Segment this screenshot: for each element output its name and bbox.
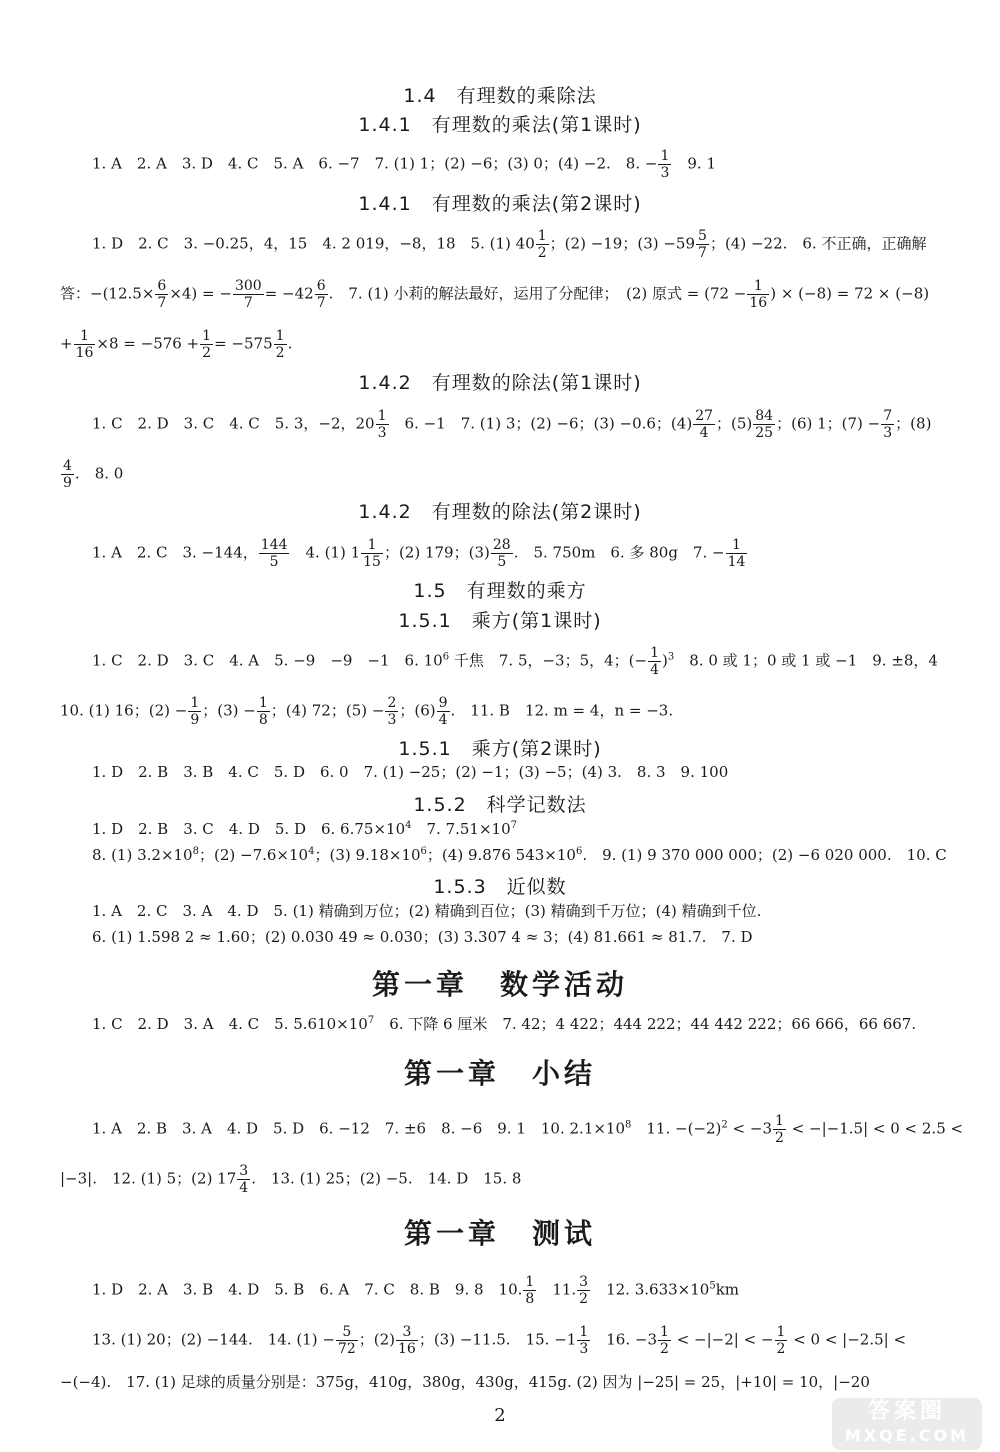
answer-line: 1. A 2. A 3. D 4. C 5. A 6. −7 7. (1) 1；(2) −6；(3) 0；(4) −2. 8. − $\frac{1}{3}$ 9. 1 [92, 148, 717, 181]
chapter-heading-math-activity: 第一章 数学活动 [371, 968, 628, 1001]
fraction: $\frac{1}{2}$ [660, 1324, 669, 1357]
answer-line: 1. C 2. D 3. A 4. C 5. $5.610\times 10^7$ 6. 下降 6 厘米 7. 42；4 422；444 222；44 442 222；66 666，66 667. [92, 1015, 917, 1033]
section-heading-1-5-3: 1.5.3 近似数 [433, 876, 567, 898]
fraction: $\frac{1}{2}$ [202, 328, 212, 361]
answer-line: 13. (1) 20；(2) −144. 14. (1) − $\frac{5}{72}$ ；(2) $\frac{3}{16}$ ；(3) −11.5. 15. −1 $\frac{1}{3}$ 16. −3 $\frac{1}{2}$ < −|−2| < − $\frac{1}{2}$ < 0 < |−2.5| < [92, 1324, 907, 1357]
answer-line: 答：−(12.5× $\frac{6}{7}$ ×4) = − $\frac{300}{7}$ = −42 $\frac{6}{7}$ . 7. (1) 小莉的解法最好，运用了分配律； (2) 原式 = (72 − $\frac{1}{16}$ ) × (−8) = 72 × (−8) [60, 278, 930, 311]
fraction: $\frac{3}{2}$ [579, 1274, 589, 1307]
fraction: $\frac{1}{3}$ [660, 148, 670, 181]
fraction: $\frac{1}{3}$ [579, 1324, 589, 1357]
fraction: $\frac{9}{4}$ [438, 695, 448, 728]
watermark-top-text: 答案圈 [867, 1399, 946, 1424]
section-heading-1-4: 1.4 有理数的乘除法 [403, 85, 597, 107]
answer-line: $\frac{4}{9}$ . 8. 0 [63, 458, 124, 491]
fraction: $\frac{6}{7}$ [157, 278, 167, 311]
answer-line: 1. C 2. D 3. C 4. C 5. 3，−2，20 $\frac{1}{3}$ 6. −1 7. (1) 3；(2) −6；(3) −0.6；(4) $\frac{27}{4}$ ；(5) $\frac{84}{25}$ ；(6) 1；(7) − $\frac{7}{3}$ ；(8) [92, 408, 932, 441]
answer-line: 1. A 2. C 3. A 4. D 5. (1) 精确到万位；(2) 精确到百位；(3) 精确到千万位；(4) 精确到千位. [92, 902, 762, 920]
answer-line: 1. C 2. D 3. C 4. A 5. −9 −9 −1 6. $10^6$ 千焦 7. 5，−3；5，4；(− $\frac{1}{4}$ )$^3$ 8. 0 或 1；0 或 1 或 −1 9. ±8，4 [92, 645, 938, 678]
answer-line: 6. (1) 1.598 2 ≈ 1.60；(2) 0.030 49 ≈ 0.030；(3) 3.307 4 ≈ 3；(4) 81.661 ≈ 81.7. 7. D [92, 928, 753, 946]
answer-line: −(−4). 17. (1) 足球的质量分别是：375g，410g，380g，430g，415g. (2) 因为 |−25| = 25，|+10| = 10，|−20 [60, 1373, 870, 1391]
answer-line: 8. (1) $3.2\times 10^8$；$(2) -7.6\times 10^4$；(3) $9.18\times 10^6$；(4) 9.876 $543\times 10^6$. 9. (1) 9 370 000 000；(2) −6 020 000. 10. C [92, 846, 947, 864]
answer-line: + $\frac{1}{16}$ ×8 = −576 + $\frac{1}{2}$ = −575 $\frac{1}{2}$ . [60, 328, 293, 361]
answer-line: 1. A 2. C 3. −144， $\frac{144}{5}$ 4. (1) 1 $\frac{1}{15}$ ；(2) 179；(3) $\frac{28}{5}$ . 5. 750m 6. 多 80g 7. − $\frac{1}{14}$ [92, 537, 746, 570]
page-number: 2 [494, 1405, 506, 1426]
section-heading-1-5: 1.5 有理数的乘方 [413, 580, 587, 602]
fraction: $\frac{5}{72}$ [337, 1324, 356, 1357]
fraction: $\frac{1}{9}$ [190, 695, 200, 728]
chapter-heading-summary: 第一章 小结 [403, 1057, 596, 1090]
fraction: $\frac{4}{9}$ [63, 458, 72, 491]
section-heading-1-4-1-lesson-1: 1.4.1 有理数的乘法(第1课时) [358, 114, 642, 136]
answer-line: 1. A 2. B 3. A 4. D 5. D 6. −12 7. ±6 8. −6 9. 1 10. $2.1\times 10^8$ 11. $-(-2)^2 < -3$ $\frac{1}{2}$ < −|−1.5| < 0 < 2.5 < [92, 1113, 964, 1146]
answer-line: |−3|. 12. (1) 5；(2) 17 $\frac{3}{4}$ . 13. (1) 25；(2) −5. 14. D 15. 8 [60, 1163, 522, 1196]
fraction: $\frac{1}{16}$ [75, 328, 94, 361]
fraction: $\frac{1}{8}$ [258, 695, 268, 728]
chapter-heading-test: 第一章 测试 [403, 1217, 596, 1250]
section-heading-1-5-2: 1.5.2 科学记数法 [413, 794, 587, 816]
fraction: $\frac{3}{16}$ [398, 1324, 416, 1357]
fraction: $\frac{1}{2}$ [776, 1324, 786, 1357]
fraction: $\frac{1}{2}$ [275, 328, 285, 361]
fraction: $\frac{84}{25}$ [755, 408, 774, 441]
answer-line: 1. D 2. B 3. B 4. C 5. D 6. 0 7. (1) −25；(2) −1；(3) −5；(4) 3. 8. 3 9. 100 [92, 763, 729, 781]
fraction: $\frac{1}{15}$ [363, 537, 381, 570]
section-heading-1-5-1-lesson-2: 1.5.1 乘方(第2课时) [398, 738, 602, 760]
fraction: $\frac{2}{3}$ [387, 695, 397, 728]
fraction: $\frac{27}{4}$ [695, 408, 714, 441]
section-heading-1-5-1-lesson-1: 1.5.1 乘方(第1课时) [398, 610, 602, 632]
answer-line: 1. D 2. A 3. B 4. D 5. B 6. A 7. C 8. B 9. 8 10. $\frac{1}{8}$ 11. $\frac{3}{2}$ 12. $3.633\times 10^5km$ [92, 1274, 740, 1307]
section-heading-1-4-2-lesson-1: 1.4.2 有理数的除法(第1课时) [358, 372, 642, 394]
section-heading-1-4-2-lesson-2: 1.4.2 有理数的除法(第2课时) [358, 501, 642, 523]
fraction: $\frac{3}{4}$ [239, 1163, 249, 1196]
answer-line: 1. D 2. C 3. −0.25，4，15 4. 2 019，−8，18 5. (1) 40 $\frac{1}{2}$ ；(2) −19；(3) −59 $\frac{5}{7}$ ；(4) −22. 6. 不正确，正确解 [92, 228, 927, 261]
fraction: $\frac{1}{8}$ [525, 1274, 535, 1307]
fraction: $\frac{1}{14}$ [727, 537, 746, 570]
fraction: $\frac{1}{4}$ [650, 645, 660, 678]
section-heading-1-4-1-lesson-2: 1.4.1 有理数的乘法(第2课时) [358, 193, 642, 215]
fraction: $\frac{1}{3}$ [377, 408, 387, 441]
fraction: $\frac{1}{2}$ [775, 1113, 784, 1146]
watermark-logo [832, 1398, 982, 1450]
fraction: $\frac{144}{5}$ [260, 537, 288, 570]
fraction: $\frac{1}{16}$ [749, 278, 768, 311]
fraction: $\frac{28}{5}$ [492, 537, 511, 570]
answer-line: 10. (1) 16；(2) − $\frac{1}{9}$ ；(3) − $\frac{1}{8}$ ；(4) 72；(5) − $\frac{2}{3}$ ；(6) $\frac{9}{4}$ . 11. B 12. m = 4，n = −3. [60, 695, 674, 728]
answer-line: 1. D 2. B 3. C 4. D 5. D 6. $6.75\times 10^4$ 7. $7.51\times 10^7$ [92, 820, 518, 838]
fraction: $\frac{1}{2}$ [537, 228, 547, 261]
watermark-bottom-text: MXQE.COM [844, 1426, 970, 1445]
fraction: $\frac{7}{3}$ [883, 408, 893, 441]
fraction: $\frac{6}{7}$ [316, 278, 326, 311]
fraction: $\frac{300}{7}$ [234, 278, 262, 311]
fraction: $\frac{5}{7}$ [698, 228, 707, 261]
